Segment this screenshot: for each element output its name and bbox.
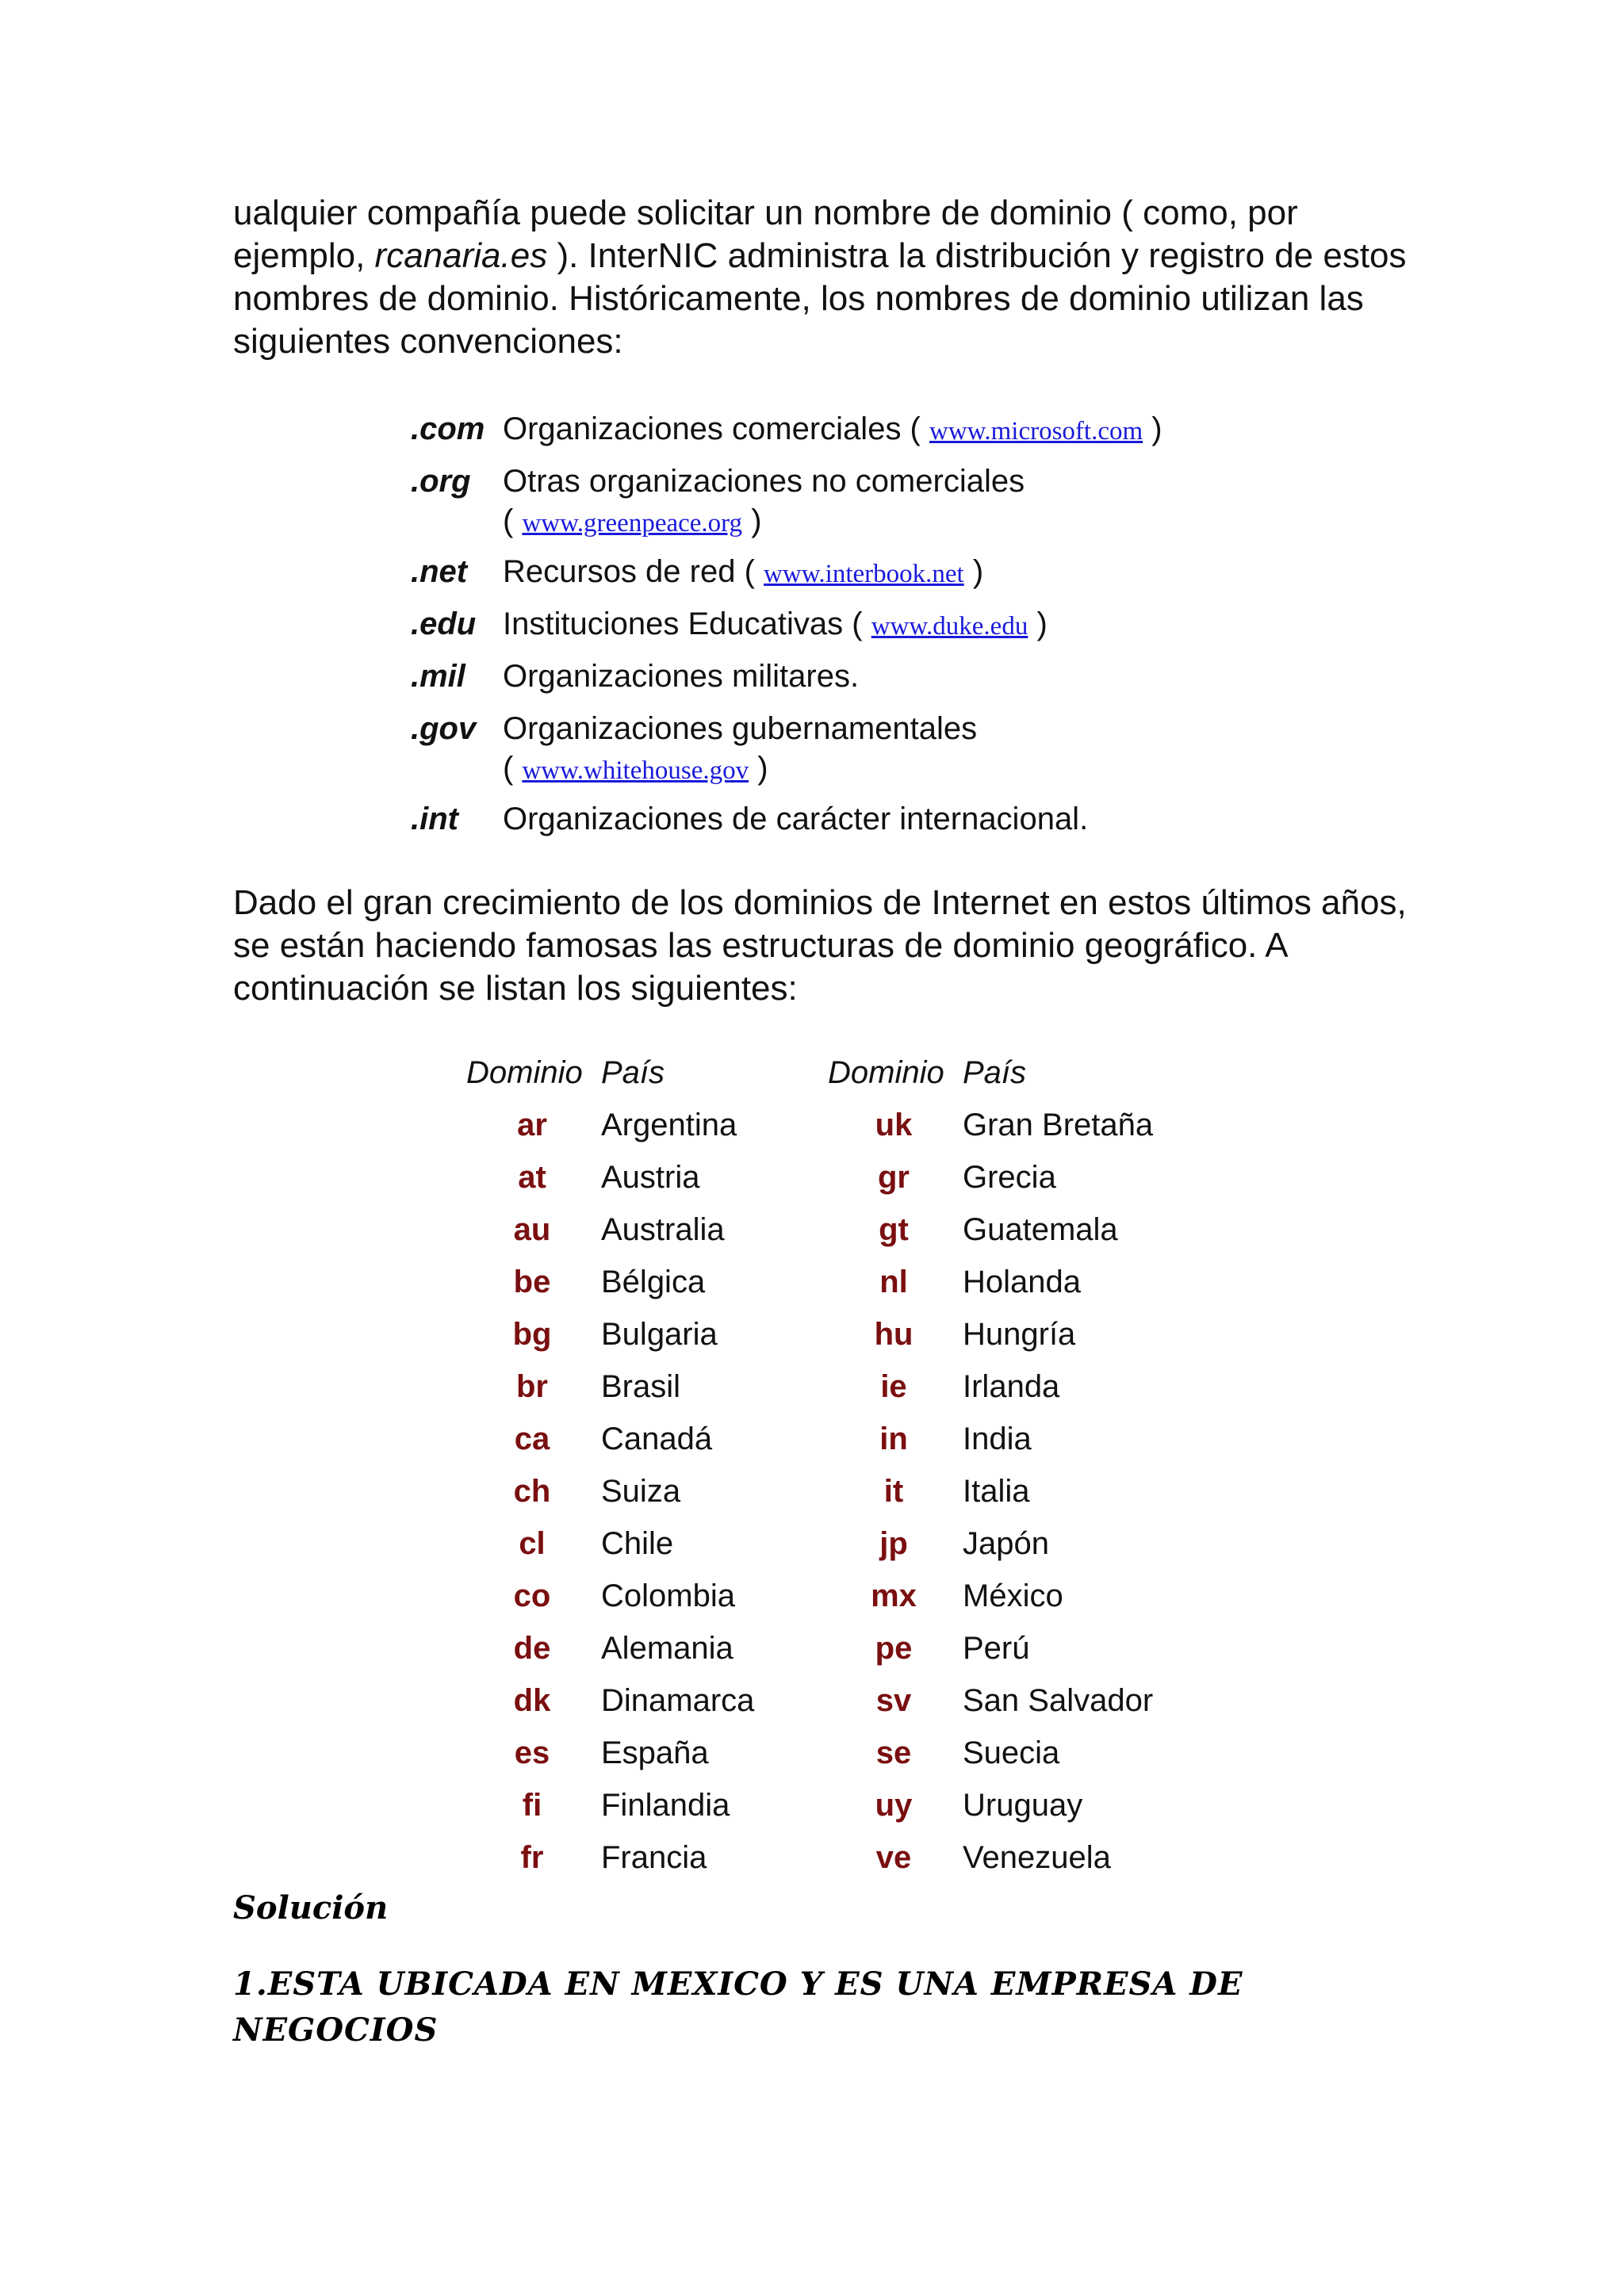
country-code: nl — [879, 1265, 908, 1299]
close-paren: ) — [1036, 607, 1048, 641]
header-domain-left: Dominio — [466, 1055, 583, 1090]
country-name: Grecia — [963, 1160, 1056, 1195]
generic-domain-description — [503, 409, 1335, 451]
country-code: ie — [880, 1369, 907, 1404]
close-paren: ) — [751, 503, 762, 538]
close-paren: ) — [972, 554, 984, 589]
country-code: sv — [875, 1683, 912, 1718]
country-name: Dinamarca — [601, 1683, 755, 1718]
country-code: jp — [879, 1526, 908, 1561]
country-code: hu — [874, 1317, 914, 1352]
generic-domain-desc-text: Organizaciones de carácter internacional. — [503, 802, 1089, 836]
country-name: Irlanda — [963, 1369, 1060, 1404]
generic-domain-code: .net — [411, 554, 468, 589]
country-name: Gran Bretaña — [963, 1108, 1154, 1142]
country-code: de — [513, 1631, 551, 1666]
country-name: Suecia — [963, 1735, 1060, 1770]
country-name: Suiza — [601, 1474, 681, 1509]
open-paren: ( — [503, 751, 523, 786]
generic-domain-code: .edu — [411, 607, 477, 641]
country-name: Alemania — [601, 1631, 733, 1666]
country-code: ca — [514, 1422, 550, 1456]
generic-domain-desc-text: Organizaciones comerciales ( — [503, 411, 921, 446]
open-paren: ( — [503, 503, 523, 538]
country-name: Holanda — [963, 1265, 1082, 1299]
country-name: India — [963, 1422, 1032, 1456]
generic-domain-code: .org — [411, 464, 471, 499]
country-name: Austria — [601, 1160, 700, 1195]
country-name: Finlandia — [601, 1788, 730, 1823]
generic-domain-code: .gov — [411, 711, 477, 746]
country-name: España — [601, 1735, 709, 1770]
country-code: ch — [513, 1474, 551, 1509]
domain-example-link[interactable]: www.whitehouse.gov — [522, 756, 749, 785]
solution-text: 1.ESTA UBICADA EN MEXICO Y ES UNA EMPRESA DE NEGOCIOS — [233, 1965, 1243, 2049]
domain-example-link[interactable]: www.greenpeace.org — [522, 509, 743, 538]
generic-domain-description — [503, 461, 1335, 543]
country-name: Chile — [601, 1526, 674, 1561]
country-code: fi — [522, 1788, 542, 1823]
geo-paragraph: Dado el gran crecimiento de los dominios de Internet en estos últimos años, se están haciendo famosas las estructuras de dominio geográfico. A continuación se listan los siguientes: — [233, 883, 1407, 1008]
header-country-right: País — [963, 1055, 1027, 1090]
domain-example-link[interactable]: www.interbook.net — [764, 560, 964, 588]
country-code: bg — [512, 1317, 552, 1352]
generic-domain-code: .int — [411, 802, 458, 836]
intro-text-2: ). InterNIC administra la distribución y registro de estos nombres de dominio. Históricamente, los nombres de dominio utilizan las siguientes convenciones: — [233, 236, 1407, 361]
country-code: co — [513, 1578, 551, 1613]
country-code: fr — [520, 1840, 544, 1875]
intro-paragraph — [233, 192, 1407, 363]
country-code: br — [516, 1369, 548, 1404]
country-name: México — [963, 1578, 1063, 1613]
generic-domain-desc-text: Otras organizaciones no comerciales — [503, 464, 1025, 499]
country-code: ar — [517, 1108, 547, 1142]
close-paren: ) — [1151, 411, 1162, 446]
country-code: au — [513, 1212, 551, 1247]
header-domain-right: Dominio — [828, 1055, 944, 1090]
close-paren: ) — [757, 751, 768, 786]
generic-domain-desc-text: Organizaciones militares. — [503, 659, 860, 694]
country-name: Canadá — [601, 1422, 713, 1456]
generic-domain-description — [503, 656, 1335, 696]
intro-example: rcanaria.es — [374, 236, 548, 275]
intro-text-1: ualquier compañía puede solicitar un nombre de dominio ( como, por ejemplo, — [233, 193, 1298, 275]
country-code: cl — [519, 1526, 546, 1561]
country-name: Japón — [963, 1526, 1049, 1561]
generic-domain-desc-text: Organizaciones gubernamentales — [503, 711, 978, 746]
generic-domain-description — [503, 799, 1335, 839]
country-name: San Salvador — [963, 1683, 1154, 1718]
country-name: Hungría — [963, 1317, 1076, 1352]
country-name: Venezuela — [963, 1840, 1111, 1875]
generic-domain-desc-text: Recursos de red ( — [503, 554, 755, 589]
country-name: Guatemala — [963, 1212, 1118, 1247]
country-code: ve — [875, 1840, 912, 1875]
generic-domain-code: .mil — [411, 659, 465, 694]
country-name: Bulgaria — [601, 1317, 718, 1352]
generic-domain-desc-text: Instituciones Educativas ( — [503, 607, 863, 641]
country-code: pe — [875, 1631, 913, 1666]
country-name: Brasil — [601, 1369, 681, 1404]
country-code: it — [883, 1474, 904, 1509]
country-code: se — [875, 1735, 912, 1770]
country-code: gt — [879, 1212, 909, 1247]
country-code: gr — [878, 1160, 910, 1195]
country-name: Argentina — [601, 1108, 737, 1142]
generic-domain-description — [503, 709, 1335, 790]
generic-domain-description — [503, 552, 1335, 594]
country-code: uk — [875, 1108, 913, 1142]
country-code: mx — [871, 1578, 917, 1613]
country-code: uy — [875, 1788, 913, 1823]
country-name: Francia — [601, 1840, 707, 1875]
country-name: Colombia — [601, 1578, 735, 1613]
domain-example-link[interactable]: www.microsoft.com — [929, 417, 1143, 446]
header-country-left: País — [601, 1055, 665, 1090]
country-name: Italia — [963, 1474, 1030, 1509]
country-name: Australia — [601, 1212, 725, 1247]
domain-example-link[interactable]: www.duke.edu — [871, 612, 1028, 641]
solution-title: Solución — [233, 1889, 389, 1927]
country-code: at — [518, 1160, 546, 1195]
country-code: in — [879, 1422, 908, 1456]
country-name: Perú — [963, 1631, 1030, 1666]
country-code: es — [514, 1735, 550, 1770]
country-code: be — [513, 1265, 551, 1299]
country-name: Uruguay — [963, 1788, 1083, 1823]
generic-domain-code: .com — [411, 411, 485, 446]
country-code: dk — [513, 1683, 551, 1718]
generic-domain-description — [503, 604, 1335, 646]
country-name: Bélgica — [601, 1265, 706, 1299]
